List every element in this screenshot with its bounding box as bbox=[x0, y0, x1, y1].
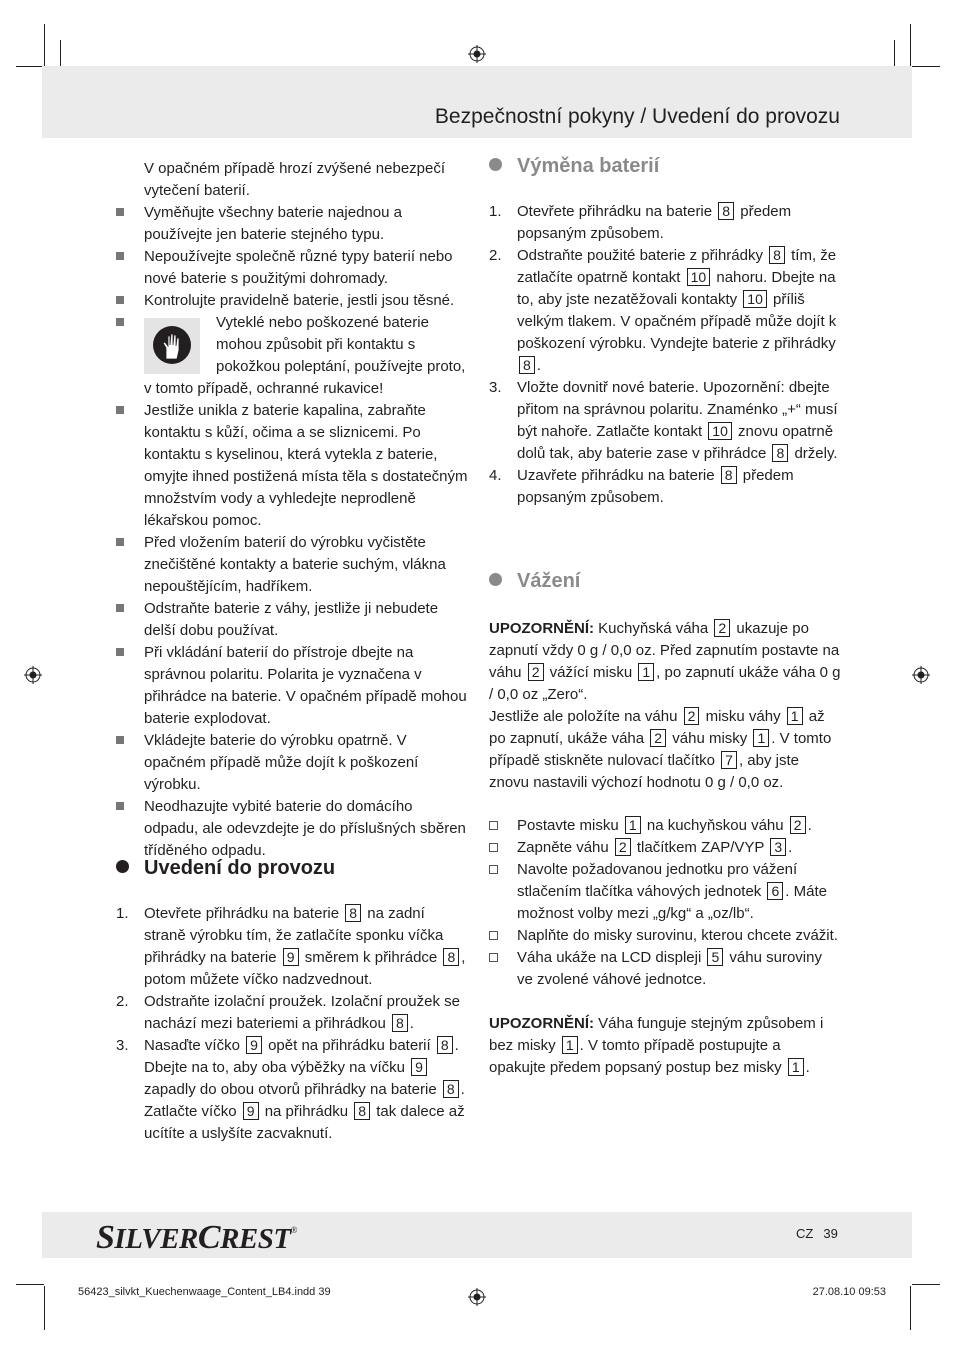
list-item: Naplňte do misky surovinu, kterou chcete zvážit. bbox=[489, 925, 841, 947]
page-title: Bezpečnostní pokyny / Uvedení do provozu bbox=[434, 105, 840, 128]
square-bullet-icon bbox=[116, 252, 124, 260]
square-bullet-icon bbox=[116, 802, 124, 810]
list-item: Vkládejte baterie do výrobku opatrně. V opačném případě může dojít k poškození výrobku. bbox=[116, 730, 468, 796]
checkbox-bullet-icon bbox=[489, 865, 498, 874]
list-item: Jestliže unikla z baterie kapalina, zabraňte kontaktu s kůží, očima a se sliznicemi. Po kontaktu s kyselinou, která vytekla z baterie, omyjte ihned postižená místa těla s dostatečným množstvím vody a vyhledejte neprodleně lékařskou pomoc. bbox=[116, 400, 468, 532]
crop-mark bbox=[16, 66, 44, 67]
date-slug: 27.08.10 09:53 bbox=[812, 1286, 886, 1298]
step-item: 2. Odstraňte použité baterie z přihrádky 8 tím, že zatlačíte opatrně kontakt 10 nahoru. Dbejte na to, aby jste nezatěžovali kontakty 10 příliš velkým tlakem. V opačném případě může dojít k poškození výrobku. Vyndejte baterie z přihrádky 8 . bbox=[489, 247, 837, 374]
section-title-uvedeni: Uvedení do provozu bbox=[116, 857, 335, 880]
weighing-note bbox=[489, 618, 841, 794]
glove-hand-icon bbox=[160, 332, 184, 360]
left-steps bbox=[116, 903, 468, 1145]
page-number: CZ 39 bbox=[796, 1226, 838, 1241]
note-paragraph: UPOZORNĚNÍ: Váha funguje stejným způsobem i bez misky 1 . V tomto případě postupujte a opakujte předem popsaný postup bez misky 1 . bbox=[489, 1015, 824, 1076]
glove-warning-end: v tomto případě, ochranné rukavice! bbox=[144, 380, 384, 397]
crop-mark bbox=[910, 1286, 911, 1330]
intro-paragraph: V opačném případě hrozí zvýšené nebezpečí vytečení baterií. bbox=[144, 160, 446, 199]
section-bullet-icon bbox=[489, 158, 502, 171]
checkbox-bullet-icon bbox=[489, 843, 498, 852]
list-item: Neodhazujte vybité baterie do domácího odpadu, ale odevzdejte je do příslušných sběren tříděného odpadu. bbox=[116, 796, 468, 862]
square-bullet-icon bbox=[116, 208, 124, 216]
step-item: 3. Vložte dovnitř nové baterie. Upozornění: dbejte přitom na správnou polaritu. Znaménko „+“ musí být nahoře. Zatlačte kontakt 10 znovu opatrně dolů tak, aby baterie zase v přihrádce 8 držely. bbox=[489, 379, 838, 462]
note-paragraph: Jestliže ale položíte na váhu 2 misku váhy 1 až po zapnutí, ukáže váha 2 váhu misky 1 . V tomto případě stiskněte nulovací tlačítko 7 , aby jste znovu nastavili výchozí hodnotu 0 g / 0,0 oz. bbox=[489, 708, 832, 791]
checkbox-bullet-icon bbox=[489, 821, 498, 830]
list-item: Navolte požadovanou jednotku pro vážení stlačením tlačítka váhových jednotek 6 . Máte možnost volby mezi „g/kg“ a „oz/lb“. bbox=[489, 859, 841, 925]
square-bullet-icon bbox=[116, 736, 124, 744]
section-title-vymena: Výměna baterií bbox=[489, 155, 659, 178]
list-item: Kontrolujte pravidelně baterie, jestli jsou těsné. bbox=[116, 290, 468, 312]
registration-mark-icon bbox=[468, 45, 486, 63]
square-bullet-icon bbox=[116, 406, 124, 414]
registration-mark-icon bbox=[912, 666, 930, 684]
step-item: 2. Odstraňte izolační proužek. Izolační proužek se nachází mezi bateriemi a přihrádkou 8 . bbox=[116, 993, 460, 1032]
crop-mark bbox=[912, 66, 940, 67]
weighing-steps bbox=[489, 815, 841, 991]
step-item: 1. Otevřete přihrádku na baterie 8 na zadní straně výrobku tím, že zatlačíte sponku víčka přihrádky na baterie 9 směrem k přihrádce 8 , potom můžete víčko nadzvednout. bbox=[116, 905, 466, 988]
list-item: Vyteklé nebo poškozené baterie mohou způsobit při kontaktu s pokožkou poleptání, používejte proto, bbox=[116, 312, 468, 378]
checkbox-bullet-icon bbox=[489, 931, 498, 940]
square-bullet-icon bbox=[116, 648, 124, 656]
step-item: 3. Nasaďte víčko 9 opět na přihrádku baterií 8 . Dbejte na to, aby oba výběžky na víčku 9 zapadly do obou otvorů přihrádky na baterie 8 . Zatlačte víčko 9 na přihrádku 8 tak dalece až ucítíte a uslyšíte zacvaknutí. bbox=[116, 1037, 465, 1142]
section-title-vazeni: Vážení bbox=[489, 570, 580, 593]
step-item: 1. Otevřete přihrádku na baterie 8 předem popsaným způsobem. bbox=[489, 203, 792, 242]
crop-mark bbox=[912, 1284, 940, 1285]
left-column bbox=[116, 158, 468, 862]
crop-mark bbox=[44, 1286, 45, 1330]
right-steps bbox=[489, 201, 841, 509]
step-item: 4. Uzavřete přihrádku na baterie 8 předem popsaným způsobem. bbox=[489, 467, 794, 506]
crop-mark bbox=[44, 24, 45, 68]
list-item: Vyměňujte všechny baterie najednou a používejte jen baterie stejného typu. bbox=[116, 202, 468, 246]
weighing-note-2 bbox=[489, 1013, 841, 1079]
list-item: Při vkládání baterií do přístroje dbejte na správnou polaritu. Polarita je vyznačena v přihrádce na baterie. V opačném případě mohou baterie explodovat. bbox=[116, 642, 468, 730]
square-bullet-icon bbox=[116, 604, 124, 612]
list-item: Zapněte váhu 2 tlačítkem ZAP/VYP 3 . bbox=[489, 837, 841, 859]
list-item: Před vložením baterií do výrobku vyčistěte znečištěné kontakty a baterie suchým, vlákna nepouštějícím, hadříkem. bbox=[116, 532, 468, 598]
list-item: Nepoužívejte společně různé typy baterií nebo nové baterie s použitými dohromady. bbox=[116, 246, 468, 290]
section-bullet-icon bbox=[489, 573, 502, 586]
silvercrest-logo: SILVERCREST® bbox=[96, 1219, 297, 1256]
crop-mark bbox=[910, 24, 911, 68]
square-bullet-icon bbox=[116, 538, 124, 546]
glove-icon bbox=[144, 318, 200, 374]
section-bullet-icon bbox=[116, 860, 129, 873]
registration-mark-icon bbox=[468, 1288, 486, 1306]
list-item: Odstraňte baterie z váhy, jestliže ji nebudete delší dobu používat. bbox=[116, 598, 468, 642]
file-slug: 56423_silvkt_Kuechenwaage_Content_LB4.indd 39 bbox=[78, 1286, 331, 1298]
list-item: Váha ukáže na LCD displeji 5 váhu suroviny ve zvolené váhové jednotce. bbox=[489, 947, 841, 991]
registration-mark-icon bbox=[24, 666, 42, 684]
crop-mark bbox=[16, 1284, 44, 1285]
note-paragraph: UPOZORNĚNÍ: Kuchyňská váha 2 ukazuje po zapnutí vždy 0 g / 0,0 oz. Před zapnutím postavte na váhu 2 vážící misku 1 , po zapnutí ukáže váha 0 g / 0,0 oz „Zero“. bbox=[489, 620, 841, 703]
list-item: Postavte misku 1 na kuchyňskou váhu 2 . bbox=[489, 815, 841, 837]
square-bullet-icon bbox=[116, 318, 124, 326]
checkbox-bullet-icon bbox=[489, 953, 498, 962]
square-bullet-icon bbox=[116, 296, 124, 304]
